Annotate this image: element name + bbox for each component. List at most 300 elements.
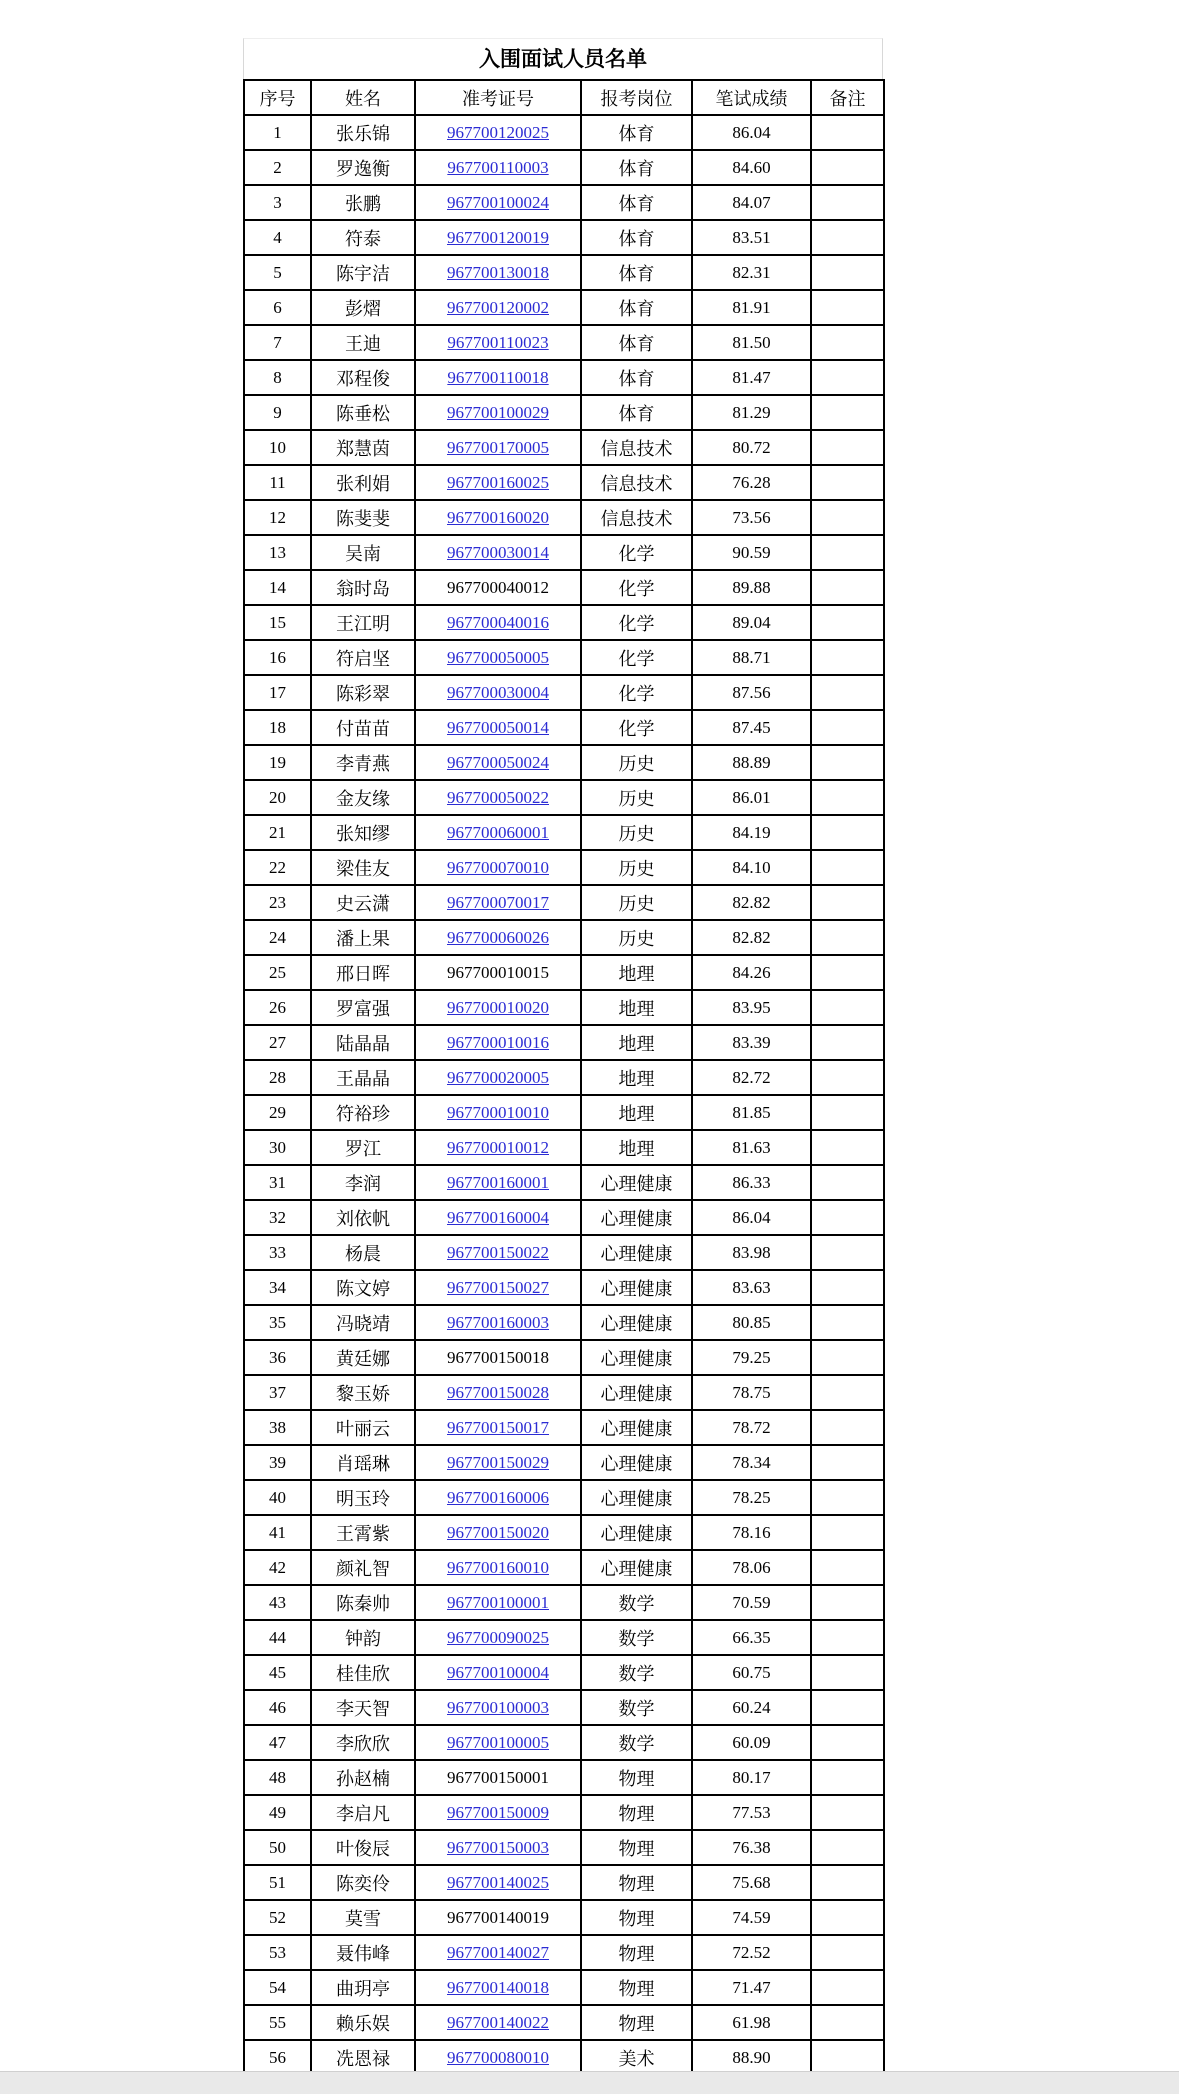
cell-name: 陈文婷	[311, 1270, 415, 1305]
cell-post: 体育	[581, 325, 692, 360]
cell-exam-number: 967700040012	[415, 570, 581, 605]
cell-exam-number[interactable]	[415, 1060, 581, 1095]
table-row	[244, 815, 884, 850]
cell-name: 李启凡	[311, 1795, 415, 1830]
cell-post: 信息技术	[581, 500, 692, 535]
cell-no: 46	[244, 1690, 311, 1725]
cell-exam-number[interactable]	[415, 150, 581, 185]
header-score: 笔试成绩	[692, 80, 811, 115]
cell-exam-number[interactable]	[415, 535, 581, 570]
table-row	[244, 1410, 884, 1445]
cell-post: 体育	[581, 290, 692, 325]
exam-number-link[interactable]: 967700050005	[447, 647, 549, 667]
cell-score: 83.39	[692, 1025, 811, 1060]
exam-number-link[interactable]: 967700160010	[447, 1557, 549, 1577]
exam-number-link[interactable]: 967700170005	[447, 437, 549, 457]
cell-exam-number[interactable]	[415, 850, 581, 885]
cell-note	[811, 1130, 884, 1165]
cell-note	[811, 640, 884, 675]
cell-name: 张乐锦	[311, 115, 415, 150]
exam-number-link[interactable]: 967700100029	[447, 402, 549, 422]
cell-post: 心理健康	[581, 1200, 692, 1235]
cell-exam-number[interactable]	[415, 1270, 581, 1305]
exam-number-link[interactable]: 967700150029	[447, 1452, 549, 1472]
exam-number-link[interactable]: 967700150022	[447, 1242, 549, 1262]
cell-post: 物理	[581, 1795, 692, 1830]
exam-number-link[interactable]: 967700080010	[447, 2047, 549, 2067]
table-row	[244, 535, 884, 570]
cell-exam-number[interactable]	[415, 1445, 581, 1480]
cell-exam-number[interactable]	[415, 1830, 581, 1865]
table-row	[244, 1725, 884, 1760]
cell-note	[811, 1585, 884, 1620]
cell-name: 符泰	[311, 220, 415, 255]
cell-exam-number[interactable]	[415, 325, 581, 360]
exam-number-link[interactable]: 967700060001	[447, 822, 549, 842]
exam-number-link[interactable]: 967700100005	[447, 1732, 549, 1752]
cell-name: 彭熠	[311, 290, 415, 325]
cell-no: 27	[244, 1025, 311, 1060]
cell-no: 50	[244, 1830, 311, 1865]
cell-name: 叶俊辰	[311, 1830, 415, 1865]
cell-note	[811, 1655, 884, 1690]
cell-no: 13	[244, 535, 311, 570]
cell-name: 梁佳友	[311, 850, 415, 885]
cell-note	[811, 1095, 884, 1130]
cell-exam-number[interactable]	[415, 920, 581, 955]
table-row	[244, 1585, 884, 1620]
cell-post: 化学	[581, 640, 692, 675]
cell-exam-number[interactable]	[415, 1970, 581, 2005]
cell-name: 李润	[311, 1165, 415, 1200]
cell-name: 张知缪	[311, 815, 415, 850]
cell-post: 体育	[581, 395, 692, 430]
exam-number-link[interactable]: 967700160004	[447, 1207, 549, 1227]
cell-exam-number[interactable]	[415, 1410, 581, 1445]
cell-name: 颜礼智	[311, 1550, 415, 1585]
table-row	[244, 1830, 884, 1865]
exam-number-link[interactable]: 967700150009	[447, 1802, 549, 1822]
cell-no: 36	[244, 1340, 311, 1375]
exam-number-link[interactable]: 967700030004	[447, 682, 549, 702]
table-row	[244, 1375, 884, 1410]
cell-name: 莫雪	[311, 1900, 415, 1935]
cell-post: 体育	[581, 115, 692, 150]
cell-note	[811, 1760, 884, 1795]
exam-number-link[interactable]: 967700050014	[447, 717, 549, 737]
cell-note	[811, 710, 884, 745]
table-row	[244, 465, 884, 500]
table-row	[244, 1760, 884, 1795]
cell-exam-number[interactable]	[415, 710, 581, 745]
cell-exam-number[interactable]	[415, 500, 581, 535]
cell-name: 聂伟峰	[311, 1935, 415, 1970]
cell-exam-number[interactable]	[415, 1200, 581, 1235]
cell-note	[811, 535, 884, 570]
table-row	[244, 1305, 884, 1340]
cell-note	[811, 1515, 884, 1550]
cell-score: 86.01	[692, 780, 811, 815]
table-row	[244, 745, 884, 780]
cell-exam-number[interactable]	[415, 780, 581, 815]
exam-number-link[interactable]: 967700110018	[447, 367, 549, 387]
cell-score: 87.56	[692, 675, 811, 710]
exam-number-link[interactable]: 967700160006	[447, 1487, 549, 1507]
exam-number-link[interactable]: 967700160020	[447, 507, 549, 527]
cell-score: 78.75	[692, 1375, 811, 1410]
cell-name: 符启坚	[311, 640, 415, 675]
cell-score: 90.59	[692, 535, 811, 570]
cell-no: 51	[244, 1865, 311, 1900]
exam-number-link[interactable]: 967700010010	[447, 1102, 549, 1122]
cell-no: 1	[244, 115, 311, 150]
cell-exam-number[interactable]	[415, 1585, 581, 1620]
cell-no: 38	[244, 1410, 311, 1445]
cell-name: 陈斐斐	[311, 500, 415, 535]
exam-number-link[interactable]: 967700050024	[447, 752, 549, 772]
exam-number-link[interactable]: 967700130018	[447, 262, 549, 282]
cell-note	[811, 1830, 884, 1865]
cell-exam-number[interactable]	[415, 430, 581, 465]
exam-number-link[interactable]: 967700010012	[447, 1137, 549, 1157]
cell-no: 49	[244, 1795, 311, 1830]
header-no: 序号	[244, 80, 311, 115]
exam-number-link[interactable]: 967700140022	[447, 2012, 549, 2032]
table-row	[244, 220, 884, 255]
exam-number-link[interactable]: 967700060026	[447, 927, 549, 947]
cell-post: 物理	[581, 1830, 692, 1865]
cell-exam-number: 967700150018	[415, 1340, 581, 1375]
cell-exam-number[interactable]	[415, 1935, 581, 1970]
cell-score: 86.04	[692, 115, 811, 150]
cell-note	[811, 1725, 884, 1760]
table-row	[244, 1620, 884, 1655]
cell-name: 王迪	[311, 325, 415, 360]
cell-post: 历史	[581, 920, 692, 955]
cell-no: 44	[244, 1620, 311, 1655]
table-row	[244, 1200, 884, 1235]
cell-exam-number[interactable]	[415, 395, 581, 430]
cell-name: 金友缘	[311, 780, 415, 815]
exam-number-link[interactable]: 967700070010	[447, 857, 549, 877]
cell-exam-number[interactable]	[415, 255, 581, 290]
table-row	[244, 430, 884, 465]
cell-exam-number[interactable]	[415, 1795, 581, 1830]
table-row	[244, 1445, 884, 1480]
cell-no: 25	[244, 955, 311, 990]
bottom-scroll-bar[interactable]	[0, 2071, 1179, 2094]
cell-score: 60.09	[692, 1725, 811, 1760]
exam-number-link[interactable]: 967700070017	[447, 892, 549, 912]
table-row	[244, 990, 884, 1025]
table-row	[244, 605, 884, 640]
cell-no: 4	[244, 220, 311, 255]
cell-post: 体育	[581, 360, 692, 395]
exam-number-link[interactable]: 967700140025	[447, 1872, 549, 1892]
cell-exam-number[interactable]	[415, 990, 581, 1025]
cell-exam-number[interactable]	[415, 185, 581, 220]
cell-exam-number: 967700010015	[415, 955, 581, 990]
cell-note	[811, 1620, 884, 1655]
cell-no: 18	[244, 710, 311, 745]
cell-no: 43	[244, 1585, 311, 1620]
table-row	[244, 1550, 884, 1585]
exam-number-link[interactable]: 967700030014	[447, 542, 549, 562]
cell-no: 53	[244, 1935, 311, 1970]
cell-score: 84.10	[692, 850, 811, 885]
table-row	[244, 955, 884, 990]
cell-post: 化学	[581, 535, 692, 570]
cell-name: 王霄紫	[311, 1515, 415, 1550]
exam-number-link[interactable]: 967700150027	[447, 1277, 549, 1297]
cell-exam-number[interactable]	[415, 2005, 581, 2040]
cell-post: 历史	[581, 885, 692, 920]
cell-exam-number[interactable]	[415, 675, 581, 710]
exam-number-link[interactable]: 967700110003	[447, 157, 549, 177]
cell-post: 心理健康	[581, 1305, 692, 1340]
cell-exam-number[interactable]	[415, 290, 581, 325]
cell-name: 冼恩禄	[311, 2040, 415, 2075]
exam-number-link[interactable]: 967700010020	[447, 997, 549, 1017]
cell-no: 12	[244, 500, 311, 535]
cell-score: 83.98	[692, 1235, 811, 1270]
cell-note	[811, 780, 884, 815]
cell-note	[811, 570, 884, 605]
exam-number-link[interactable]: 967700110023	[447, 332, 549, 352]
cell-exam-number[interactable]	[415, 1025, 581, 1060]
cell-note	[811, 1375, 884, 1410]
cell-name: 李青燕	[311, 745, 415, 780]
table-row	[244, 1340, 884, 1375]
cell-exam-number[interactable]	[415, 640, 581, 675]
cell-post: 心理健康	[581, 1445, 692, 1480]
cell-score: 86.33	[692, 1165, 811, 1200]
cell-post: 心理健康	[581, 1515, 692, 1550]
cell-note	[811, 1340, 884, 1375]
table-header-row	[244, 80, 884, 115]
cell-no: 14	[244, 570, 311, 605]
exam-number-link[interactable]: 967700140018	[447, 1977, 549, 1997]
cell-note	[811, 1060, 884, 1095]
cell-no: 20	[244, 780, 311, 815]
table-row	[244, 500, 884, 535]
cell-note	[811, 290, 884, 325]
cell-score: 81.63	[692, 1130, 811, 1165]
cell-no: 10	[244, 430, 311, 465]
exam-number-link[interactable]: 967700010016	[447, 1032, 549, 1052]
exam-number-link[interactable]: 967700090025	[447, 1627, 549, 1647]
cell-post: 体育	[581, 220, 692, 255]
cell-exam-number[interactable]	[415, 1725, 581, 1760]
cell-note	[811, 360, 884, 395]
cell-exam-number[interactable]	[415, 1130, 581, 1165]
cell-note	[811, 1900, 884, 1935]
cell-note	[811, 1025, 884, 1060]
cell-name: 吴南	[311, 535, 415, 570]
cell-exam-number: 967700150001	[415, 1760, 581, 1795]
cell-score: 71.47	[692, 1970, 811, 2005]
cell-note	[811, 325, 884, 360]
table-row	[244, 1235, 884, 1270]
cell-score: 89.88	[692, 570, 811, 605]
cell-name: 翁时岛	[311, 570, 415, 605]
cell-no: 42	[244, 1550, 311, 1585]
exam-number-link[interactable]: 967700160001	[447, 1172, 549, 1192]
exam-number-link[interactable]: 967700120002	[447, 297, 549, 317]
exam-number-link[interactable]: 967700160025	[447, 472, 549, 492]
exam-number-link[interactable]: 967700020005	[447, 1067, 549, 1087]
cell-exam-number[interactable]	[415, 2040, 581, 2075]
cell-note	[811, 920, 884, 955]
table-row	[244, 290, 884, 325]
table-row	[244, 1270, 884, 1305]
cell-exam-number[interactable]	[415, 1690, 581, 1725]
cell-score: 74.59	[692, 1900, 811, 1935]
exam-number-link[interactable]: 967700100004	[447, 1662, 549, 1682]
cell-post: 心理健康	[581, 1235, 692, 1270]
table-row	[244, 570, 884, 605]
cell-no: 56	[244, 2040, 311, 2075]
cell-exam-number[interactable]	[415, 1865, 581, 1900]
cell-post: 地理	[581, 1095, 692, 1130]
cell-no: 52	[244, 1900, 311, 1935]
cell-exam-number[interactable]	[415, 1305, 581, 1340]
cell-exam-number[interactable]	[415, 115, 581, 150]
cell-no: 33	[244, 1235, 311, 1270]
cell-post: 地理	[581, 1025, 692, 1060]
cell-exam-number[interactable]	[415, 1235, 581, 1270]
table-row	[244, 1165, 884, 1200]
cell-name: 冯晓靖	[311, 1305, 415, 1340]
cell-note	[811, 1235, 884, 1270]
table-row	[244, 640, 884, 675]
cell-exam-number[interactable]	[415, 1095, 581, 1130]
cell-name: 钟韵	[311, 1620, 415, 1655]
table-row	[244, 780, 884, 815]
cell-exam-number[interactable]	[415, 885, 581, 920]
cell-no: 34	[244, 1270, 311, 1305]
cell-score: 73.56	[692, 500, 811, 535]
cell-name: 陈奕伶	[311, 1865, 415, 1900]
cell-no: 23	[244, 885, 311, 920]
cell-note	[811, 1445, 884, 1480]
table-row	[244, 1900, 884, 1935]
table-row	[244, 920, 884, 955]
cell-exam-number[interactable]	[415, 360, 581, 395]
cell-exam-number[interactable]	[415, 815, 581, 850]
exam-number-link[interactable]: 967700050022	[447, 787, 549, 807]
cell-no: 37	[244, 1375, 311, 1410]
exam-number-link[interactable]: 967700150003	[447, 1837, 549, 1857]
exam-number-link[interactable]: 967700100001	[447, 1592, 549, 1612]
cell-no: 35	[244, 1305, 311, 1340]
cell-name: 郑慧茵	[311, 430, 415, 465]
table-row	[244, 150, 884, 185]
exam-number-link[interactable]: 967700150020	[447, 1522, 549, 1542]
cell-score: 81.29	[692, 395, 811, 430]
cell-score: 66.35	[692, 1620, 811, 1655]
cell-exam-number[interactable]	[415, 605, 581, 640]
cell-score: 88.90	[692, 2040, 811, 2075]
cell-note	[811, 1795, 884, 1830]
cell-exam-number[interactable]	[415, 1550, 581, 1585]
cell-no: 8	[244, 360, 311, 395]
cell-no: 26	[244, 990, 311, 1025]
interview-list-sheet	[243, 38, 883, 2076]
cell-post: 心理健康	[581, 1270, 692, 1305]
cell-name: 刘依帆	[311, 1200, 415, 1235]
cell-exam-number: 967700140019	[415, 1900, 581, 1935]
cell-name: 陈彩翠	[311, 675, 415, 710]
cell-score: 78.72	[692, 1410, 811, 1445]
table-row	[244, 710, 884, 745]
cell-exam-number[interactable]	[415, 465, 581, 500]
cell-no: 31	[244, 1165, 311, 1200]
cell-note	[811, 185, 884, 220]
exam-number-link[interactable]: 967700120025	[447, 122, 549, 142]
cell-exam-number[interactable]	[415, 1515, 581, 1550]
cell-score: 78.25	[692, 1480, 811, 1515]
cell-no: 47	[244, 1725, 311, 1760]
exam-number-link[interactable]: 967700120019	[447, 227, 549, 247]
exam-number-link[interactable]: 967700150028	[447, 1382, 549, 1402]
table-row	[244, 395, 884, 430]
exam-number-link[interactable]: 967700040016	[447, 612, 549, 632]
cell-exam-number[interactable]	[415, 1655, 581, 1690]
exam-number-link[interactable]: 967700150017	[447, 1417, 549, 1437]
candidates-table	[243, 79, 885, 2076]
exam-number-link[interactable]: 967700100003	[447, 1697, 549, 1717]
cell-post: 体育	[581, 255, 692, 290]
cell-score: 80.85	[692, 1305, 811, 1340]
cell-post: 信息技术	[581, 465, 692, 500]
exam-number-link[interactable]: 967700160003	[447, 1312, 549, 1332]
cell-exam-number[interactable]	[415, 745, 581, 780]
table-row	[244, 1655, 884, 1690]
cell-name: 李天智	[311, 1690, 415, 1725]
cell-post: 心理健康	[581, 1165, 692, 1200]
cell-note	[811, 605, 884, 640]
cell-score: 78.16	[692, 1515, 811, 1550]
cell-note	[811, 1550, 884, 1585]
cell-post: 历史	[581, 815, 692, 850]
exam-number-link[interactable]: 967700140027	[447, 1942, 549, 1962]
cell-note	[811, 150, 884, 185]
cell-name: 史云潇	[311, 885, 415, 920]
cell-post: 地理	[581, 990, 692, 1025]
exam-number-link[interactable]: 967700100024	[447, 192, 549, 212]
cell-name: 符裕珍	[311, 1095, 415, 1130]
cell-post: 物理	[581, 1760, 692, 1795]
cell-exam-number[interactable]	[415, 1165, 581, 1200]
cell-no: 54	[244, 1970, 311, 2005]
cell-no: 28	[244, 1060, 311, 1095]
cell-note	[811, 1480, 884, 1515]
cell-note	[811, 1305, 884, 1340]
cell-note	[811, 465, 884, 500]
cell-no: 29	[244, 1095, 311, 1130]
cell-exam-number[interactable]	[415, 220, 581, 255]
table-row	[244, 1865, 884, 1900]
table-row	[244, 2005, 884, 2040]
cell-exam-number[interactable]	[415, 1620, 581, 1655]
cell-no: 11	[244, 465, 311, 500]
cell-name: 明玉玲	[311, 1480, 415, 1515]
cell-exam-number[interactable]	[415, 1375, 581, 1410]
cell-name: 陈秦帅	[311, 1585, 415, 1620]
cell-exam-number[interactable]	[415, 1480, 581, 1515]
cell-note	[811, 1865, 884, 1900]
